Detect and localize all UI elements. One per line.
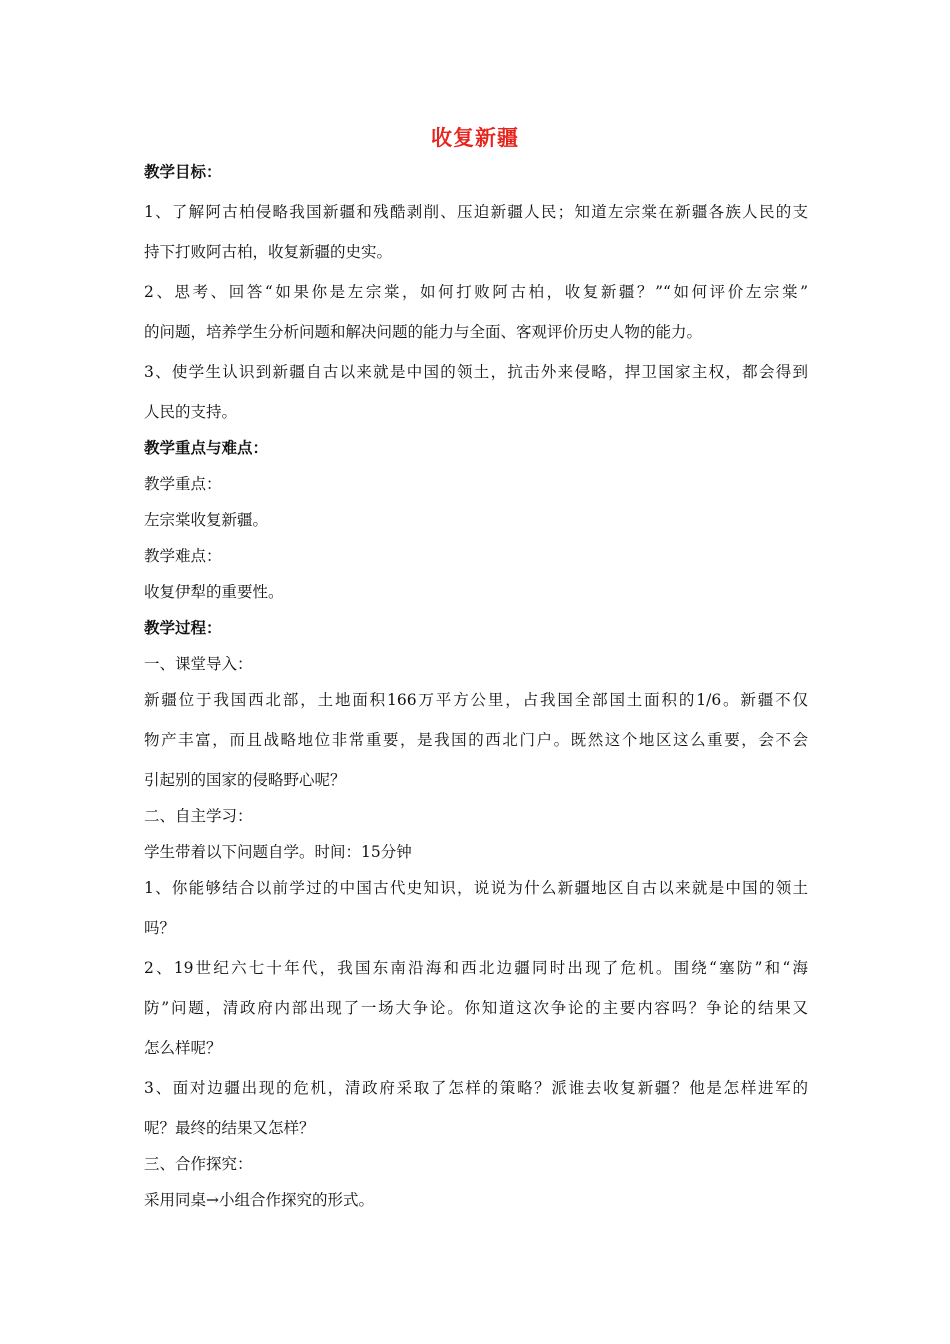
document-title: 收复新疆: [431, 126, 519, 150]
paragraph-line: 2、19世纪六七十年代，我国东南沿海和西北边疆同时出现了危机。围绕“塞防”和“海: [144, 959, 808, 977]
paragraph-line: 2、思考、回答“如果你是左宗棠，如何打败阿古柏，收复新疆？”“如何评价左宗棠”: [144, 283, 808, 301]
paragraph-line: 防”问题，清政府内部出现了一场大争论。你知道这次争论的主要内容吗？争论的结果又: [144, 999, 808, 1017]
subheading-line: 三、合作探究：: [144, 1155, 253, 1173]
subheading-line: 一、课堂导入：: [144, 655, 253, 673]
subheading-line: 二、自主学习：: [144, 807, 253, 825]
paragraph-line: 的问题，培养学生分析问题和解决问题的能力与全面、客观评价历史人物的能力。: [144, 323, 703, 341]
paragraph-line: 引起别的国家的侵略野心呢？: [144, 771, 346, 789]
paragraph-line: 左宗棠收复新疆。: [144, 511, 269, 529]
paragraph-line: 学生带着以下问题自学。时间：15分钟: [144, 843, 412, 861]
paragraph-line: 采用同桌→小组合作探究的形式。: [144, 1191, 374, 1209]
paragraph-line: 物产丰富，而且战略地位非常重要，是我国的西北门户。既然这个地区这么重要，会不会: [144, 731, 808, 749]
paragraph-line: 收复伊犁的重要性。: [144, 583, 284, 601]
section-heading-process: 教学过程：: [144, 619, 222, 637]
paragraph-line: 3、面对边疆出现的危机，清政府采取了怎样的策略？派谁去收复新疆？他是怎样进军的: [144, 1079, 808, 1097]
paragraph-line: 呢？最终的结果又怎样？: [144, 1119, 315, 1137]
section-heading-key-points: 教学重点与难点：: [144, 439, 269, 457]
paragraph-line: 1、你能够结合以前学过的中国古代史知识，说说为什么新疆地区自古以来就是中国的领土: [144, 879, 808, 897]
paragraph-line: 1、了解阿古柏侵略我国新疆和残酷剥削、压迫新疆人民；知道左宗棠在新疆各族人民的支: [144, 203, 808, 221]
subheading-line: 教学重点：: [144, 475, 222, 493]
document-body: [144, 160, 808, 1212]
paragraph-line: 人民的支持。: [144, 403, 238, 421]
subheading-line: 教学难点：: [144, 547, 222, 565]
section-heading-objectives: 教学目标：: [144, 163, 222, 181]
paragraph-line: 新疆位于我国西北部，土地面积166万平方公里，占我国全部国土面积的1/6。新疆不仅: [144, 691, 808, 709]
paragraph-line: 吗？: [144, 919, 176, 937]
paragraph-line: 持下打败阿古柏，收复新疆的史实。: [144, 243, 393, 261]
paragraph-line: 怎么样呢？: [144, 1039, 222, 1057]
paragraph-line: 3、使学生认识到新疆自古以来就是中国的领土，抗击外来侵略，捍卫国家主权，都会得到: [144, 363, 808, 381]
